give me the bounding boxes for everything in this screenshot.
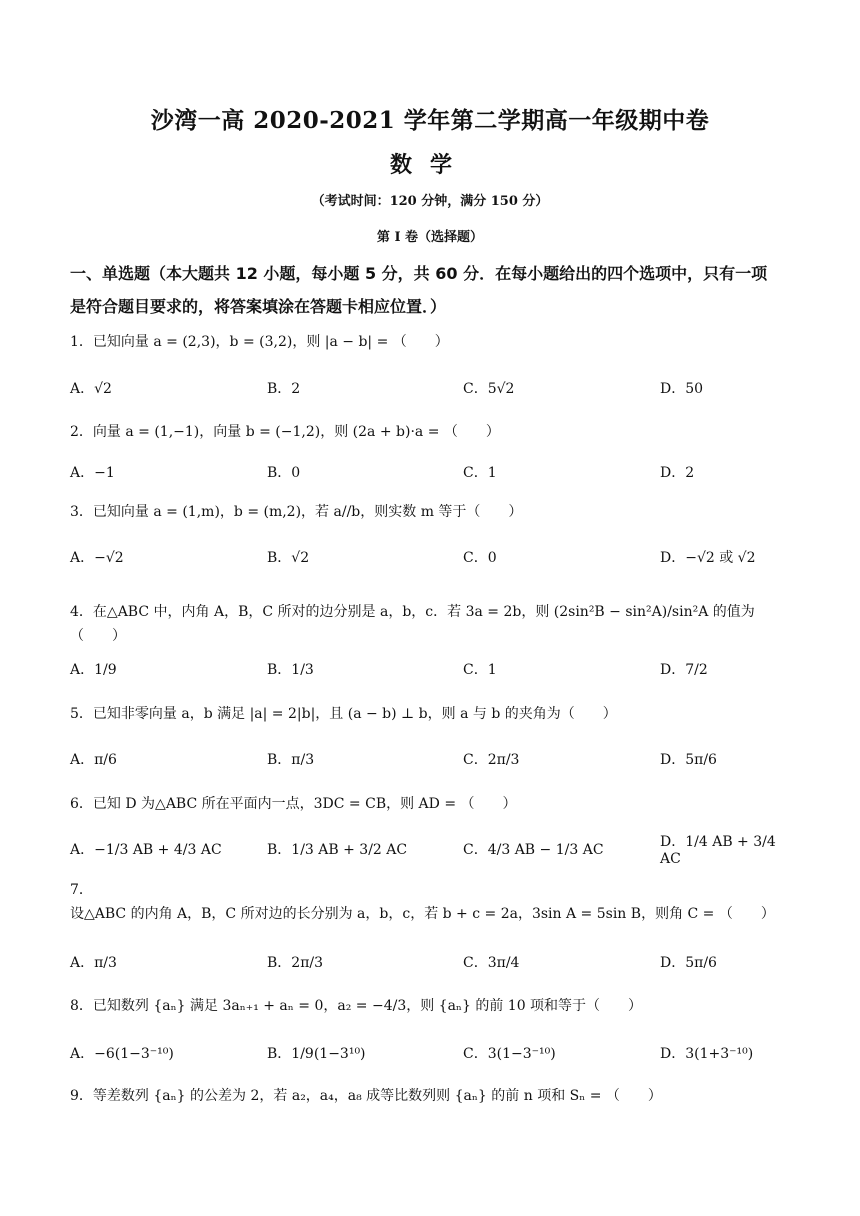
options-1 [70, 371, 794, 405]
option-b[interactable]: B．2π/3 [267, 955, 324, 971]
question-stem: 向量 a = (1,−1)，向量 b = (−1,2)，则 (2a + b)·a = （ ） [92, 424, 500, 440]
option-d[interactable]: D．3(1+3⁻¹⁰) [660, 1046, 754, 1062]
option-a[interactable]: A．−√2 [70, 550, 124, 566]
options-3 [70, 540, 794, 574]
option-c[interactable]: C．1 [463, 662, 497, 678]
question-1 [70, 330, 794, 354]
question-stem: 设△ABC 的内角 A，B，C 所对边的长分别为 a，b，c，若 b + c = 2a，3sin A = 5sin B，则角 C = （ ） [70, 906, 775, 922]
option-a[interactable]: A．1/9 [70, 662, 117, 678]
question-stem: 等差数列 {aₙ} 的公差为 2，若 a₂，a₄，a₈ 成等比数列则 {aₙ} 的前 n 项和 Sₙ = （ ） [92, 1088, 662, 1104]
question-3 [70, 500, 794, 524]
section-heading [70, 257, 794, 323]
option-d[interactable]: D．2 [660, 465, 695, 481]
options-2 [70, 455, 794, 489]
option-c[interactable]: C．0 [463, 550, 497, 566]
option-b[interactable]: B．√2 [267, 550, 310, 566]
exam-info: （考试时间：120 分钟，满分 150 分） [311, 194, 549, 209]
volume-heading: 第 I 卷（选择题） [376, 230, 484, 245]
option-c[interactable]: C．2π/3 [463, 752, 520, 768]
option-a[interactable]: A．π/6 [70, 752, 117, 768]
option-a[interactable]: A．√2 [70, 381, 112, 397]
option-b[interactable]: B．2 [267, 381, 301, 397]
option-d[interactable]: D．5π/6 [660, 955, 717, 971]
question-5 [70, 702, 794, 726]
question-number: 2． [70, 424, 93, 440]
option-b[interactable]: B．0 [267, 465, 301, 481]
options-5 [70, 742, 794, 776]
option-d[interactable]: D．50 [660, 381, 704, 397]
question-number: 4． [70, 604, 93, 620]
option-a[interactable]: A．−1/3 AB + 4/3 AC [70, 842, 222, 858]
question-stem: 在△ABC 中，内角 A，B，C 所对的边分别是 a，b，c．若 3a = 2b，则 (2sin²B − sin²A)/sin²A 的值为（ ） [70, 604, 755, 644]
question-stem: 已知 D 为△ABC 所在平面内一点，3DC = CB，则 AD = （ ） [92, 796, 517, 812]
question-stem: 已知向量 a = (2,3)，b = (3,2)，则 |a − b| = （ ） [92, 334, 449, 350]
options-8 [70, 1036, 794, 1070]
question-number: 5． [70, 706, 93, 722]
option-c[interactable]: C．1 [463, 465, 497, 481]
question-number: 7． [70, 882, 93, 898]
section-heading-line2: 是符合题目要求的，将答案填涂在答题卡相应位置．） [70, 297, 447, 316]
option-b[interactable]: B．1/9(1−3¹⁰) [267, 1046, 366, 1062]
options-7 [70, 945, 794, 979]
option-b[interactable]: B．π/3 [267, 752, 315, 768]
option-a[interactable]: A．π/3 [70, 955, 117, 971]
question-stem: 已知数列 {aₙ} 满足 3aₙ₊₁ + aₙ = 0，a₂ = −4/3，则 {aₙ} 的前 10 项和等于（ ） [92, 998, 643, 1014]
question-stem: 已知向量 a = (1,m)，b = (m,2)，若 a//b，则实数 m 等于（ ） [92, 504, 523, 520]
option-b[interactable]: B．1/3 [267, 662, 314, 678]
option-a[interactable]: A．−6(1−3⁻¹⁰) [70, 1046, 174, 1062]
section-heading-line1: 一、单选题（本大题共 12 小题，每小题 5 分，共 60 分．在每小题给出的四个选项中，只有一项 [70, 264, 768, 283]
option-c[interactable]: C．5√2 [463, 381, 515, 397]
question-7 [70, 878, 794, 926]
option-d[interactable]: D．5π/6 [660, 752, 717, 768]
option-c[interactable]: C．4/3 AB − 1/3 AC [463, 842, 604, 858]
question-2 [70, 420, 794, 444]
question-number: 9． [70, 1088, 93, 1104]
question-number: 3． [70, 504, 93, 520]
options-6 [70, 832, 794, 866]
exam-subject: 数学 [389, 152, 470, 178]
question-number: 8． [70, 998, 93, 1014]
question-stem: 已知非零向量 a，b 满足 |a| = 2|b|，且 (a − b) ⊥ b，则 a 与 b 的夹角为（ ） [92, 706, 617, 722]
option-a[interactable]: A．−1 [70, 465, 115, 481]
option-b[interactable]: B．1/3 AB + 3/2 AC [267, 842, 408, 858]
option-c[interactable]: C．3π/4 [463, 955, 520, 971]
option-d[interactable]: D．−√2 或 √2 [660, 550, 756, 566]
question-4 [70, 600, 794, 648]
question-number: 1． [70, 334, 93, 350]
option-d[interactable]: D．1/4 AB + 3/4 AC [660, 834, 776, 867]
question-number: 6． [70, 796, 93, 812]
question-9 [70, 1084, 794, 1108]
option-c[interactable]: C．3(1−3⁻¹⁰) [463, 1046, 556, 1062]
exam-title: 沙湾一高 2020-2021 学年第二学期高一年级期中卷 [150, 107, 710, 134]
options-4 [70, 652, 794, 686]
option-d[interactable]: D．7/2 [660, 662, 708, 678]
question-8 [70, 994, 794, 1018]
question-6 [70, 792, 794, 816]
